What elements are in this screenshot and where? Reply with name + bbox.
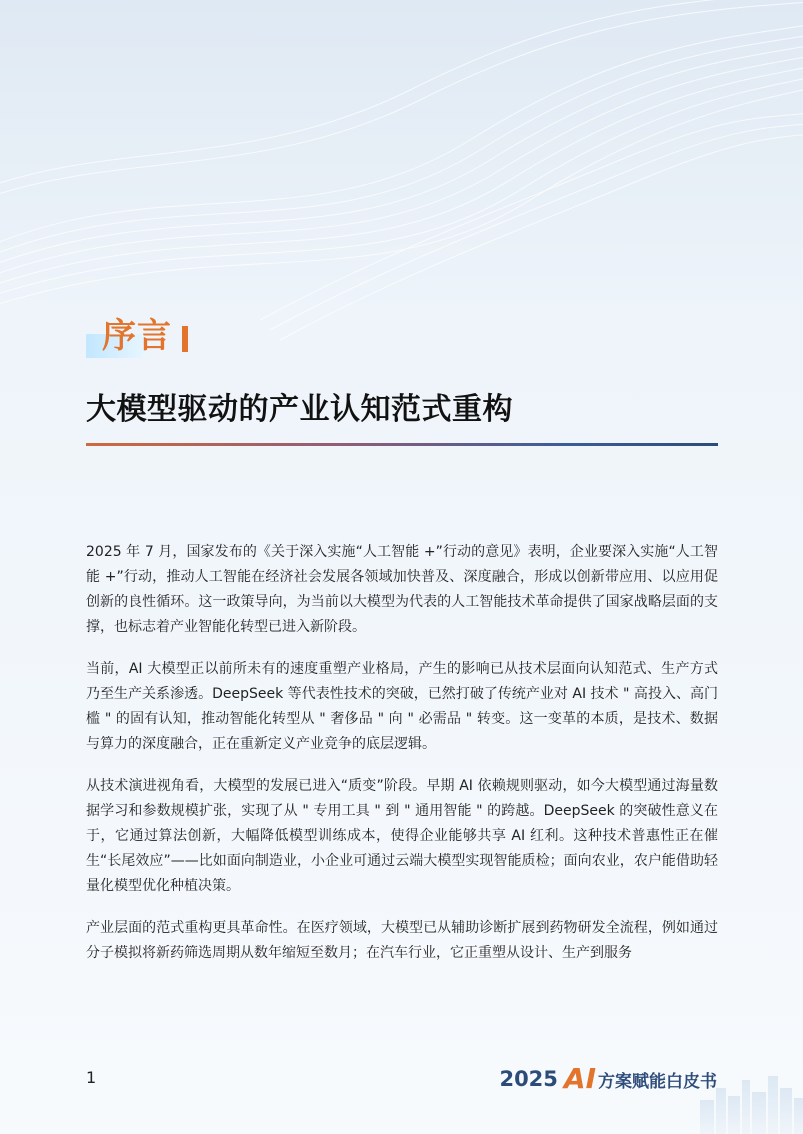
brand-year: 2025 — [499, 1067, 558, 1091]
body-text — [86, 540, 718, 983]
section-label-text: 序言 — [102, 316, 172, 356]
page-number: 1 — [86, 1068, 97, 1087]
brand-title: 方案赋能白皮书 — [598, 1071, 717, 1092]
footer-brand-logo — [499, 1061, 717, 1097]
brand-ai-mark: AI — [563, 1062, 596, 1095]
paragraph-3: 从技术演进视角看，大模型的发展已进入“质变”阶段。早期 AI 依赖规则驱动，如今大模型通过海量数据学习和参数规模扩张，实现了从 " 专用工具 " 到 " 通用智能 " 的跨越。DeepSeek 的突破性意义在于，它通过算法创新，大幅降低模型训练成本，使得企业能够共享 AI 红利。这种技术普惠性正在催生“长尾效应”——比如面向制造业，小企业可通过云端大模型实现智能质检；面向农业，农户能借助轻量化模型优化种植决策。 — [86, 778, 718, 894]
section-label — [86, 312, 216, 360]
paragraph-2: 当前，AI 大模型正以前所未有的速度重塑产业格局，产生的影响已从技术层面向认知范式、生产方式乃至生产关系渗透。DeepSeek 等代表性技术的突破，已然打破了传统产业对 AI 技术 " 高投入、高门槛 " 的固有认知，推动智能化转型从 " 奢侈品 " 向 " 必需品 " 转变。这一变革的本质，是技术、数据与算力的深度融合，正在重新定义产业竞争的底层逻辑。 — [86, 661, 718, 752]
paragraph-1: 2025 年 7 月，国家发布的《关于深入实施“人工智能 +”行动的意见》表明，企业要深入实施“人工智能 +”行动，推动人工智能在经济社会发展各领域加快普及、深度融合，形成以创新带应用、以应用促创新的良性循环。这一政策导向，为当前以大模型为代表的人工智能技术革命提供了国家战略层面的支撑，也标志着产业智能化转型已进入新阶段。 — [86, 544, 718, 635]
title-divider — [86, 443, 718, 446]
page-title: 大模型驱动的产业认知范式重构 — [86, 392, 513, 427]
section-label-bar — [182, 326, 188, 352]
paragraph-4: 产业层面的范式重构更具革命性。在医疗领域，大模型已从辅助诊断扩展到药物研发全流程，例如通过分子模拟将新药筛选周期从数年缩短至数月；在汽车行业，它正重塑从设计、生产到服务 — [86, 920, 718, 961]
